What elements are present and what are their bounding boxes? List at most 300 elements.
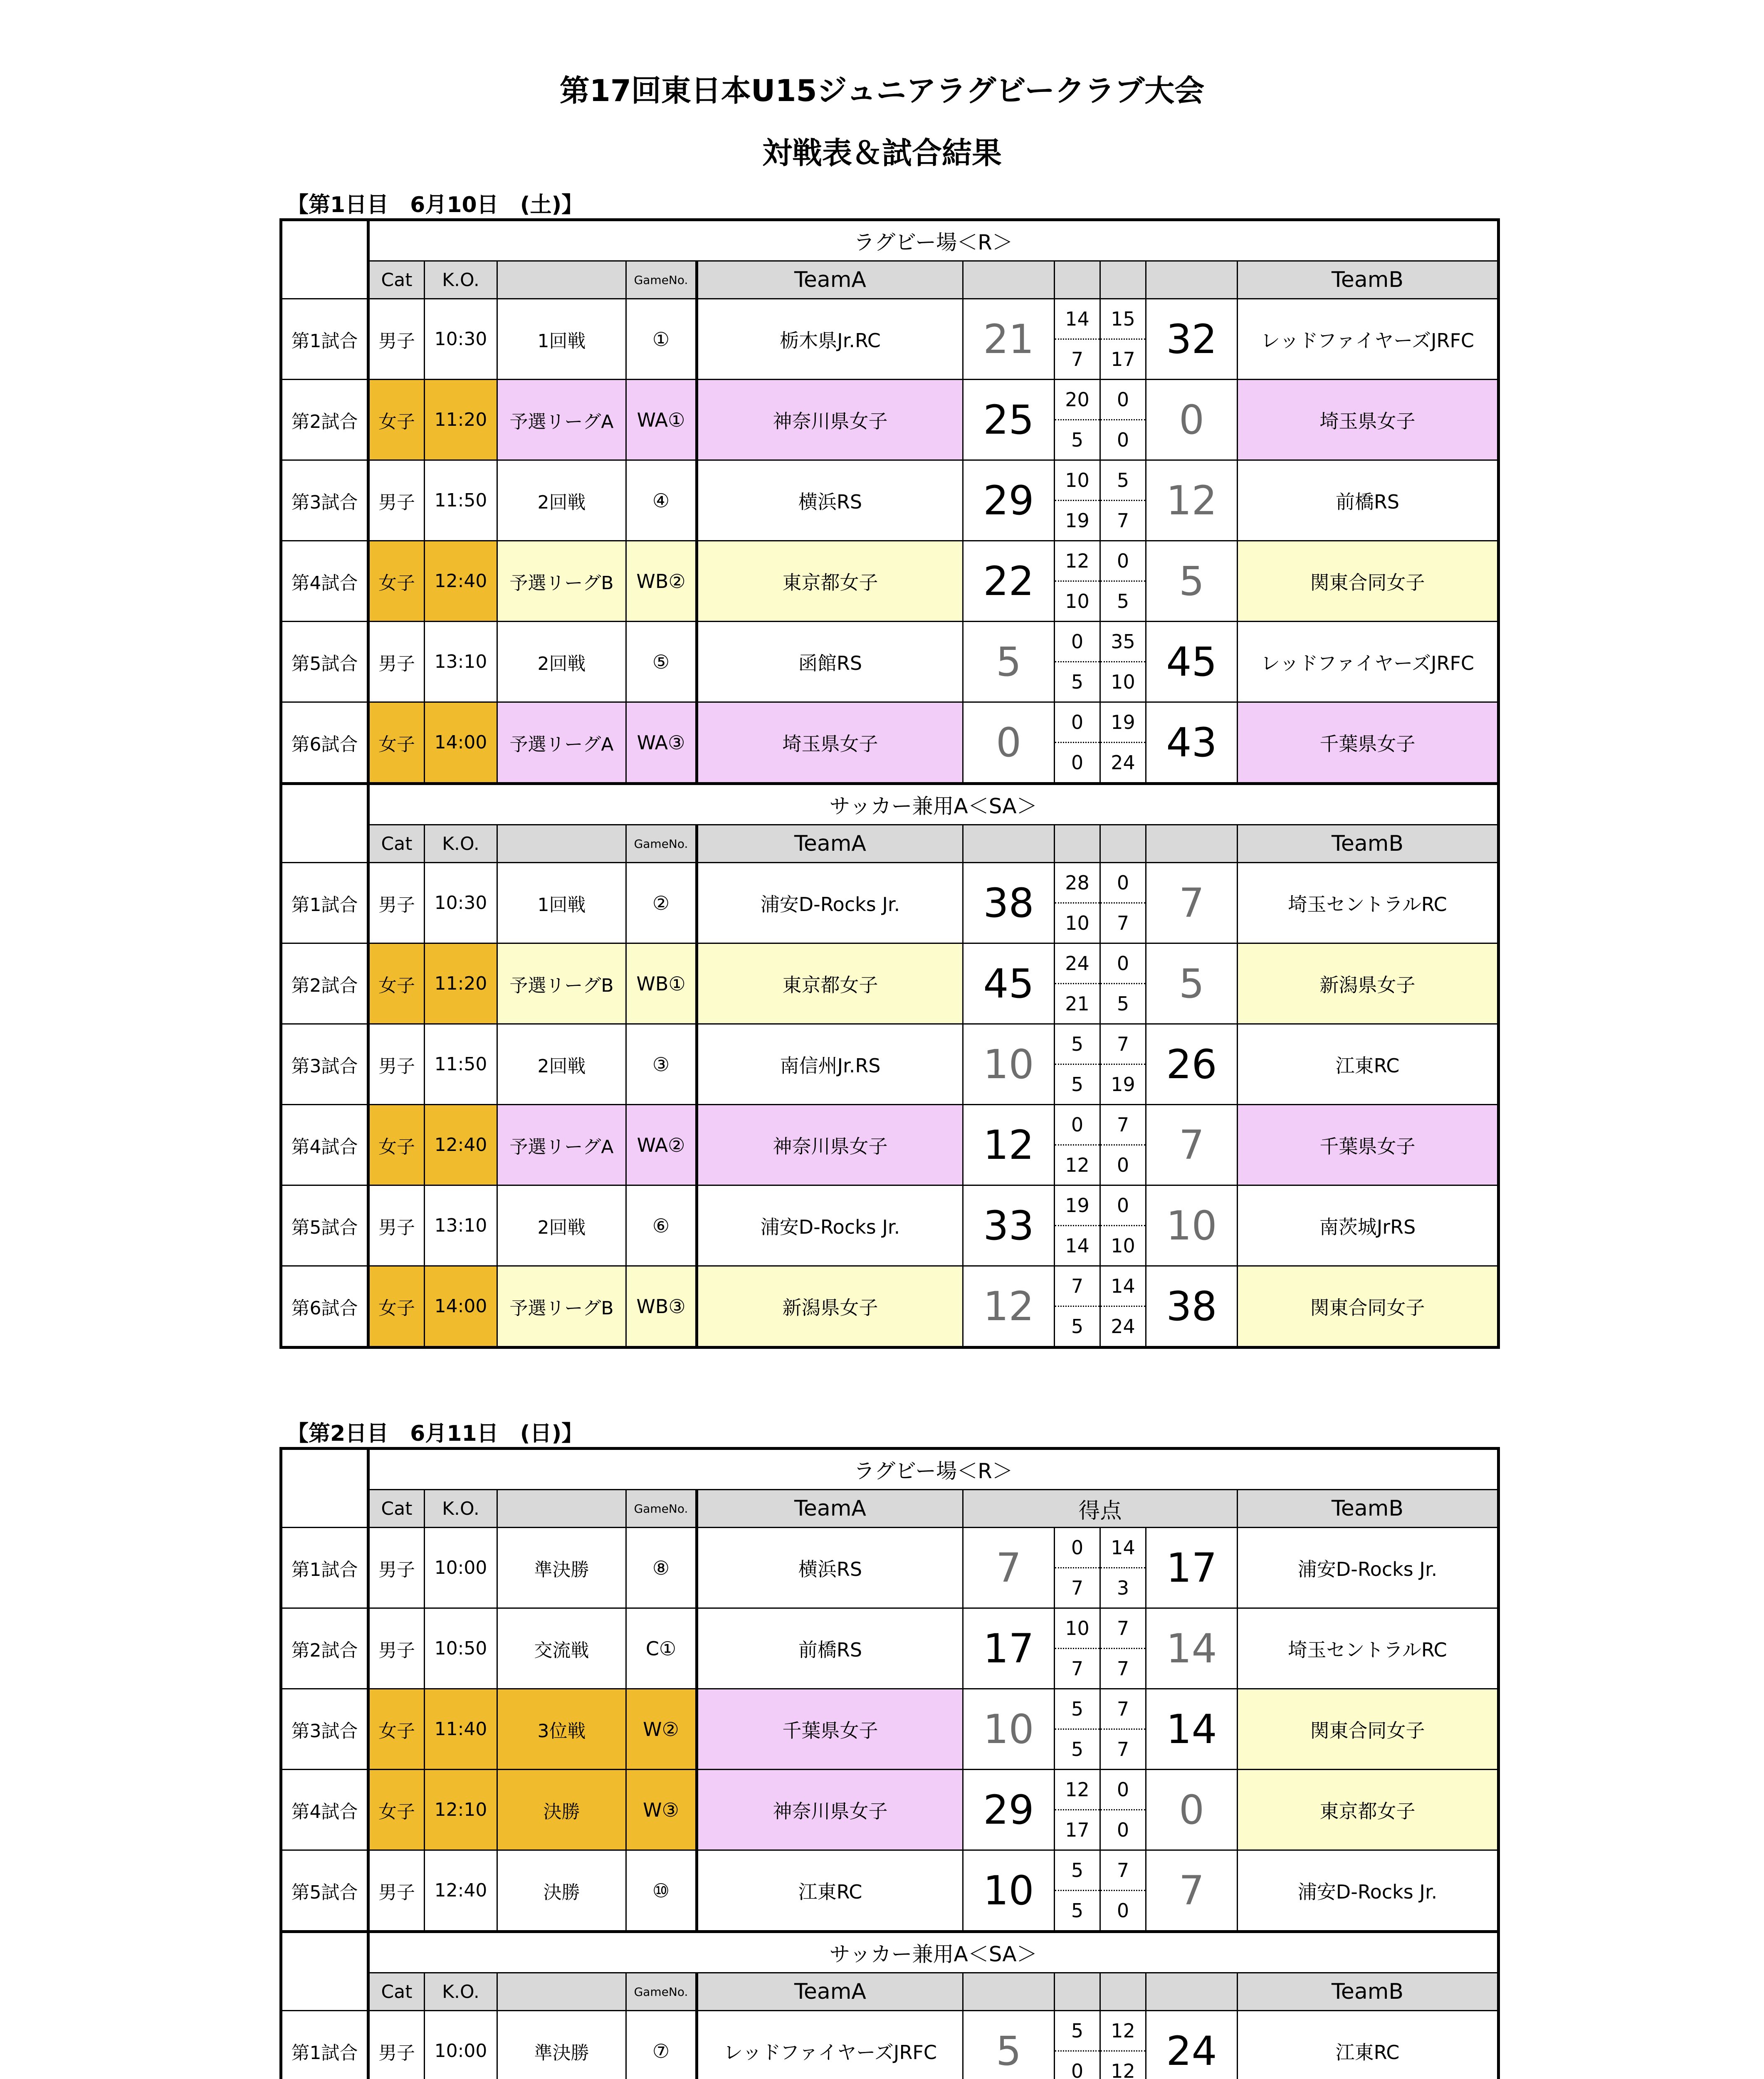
header-row [281, 825, 1499, 863]
match-game-number: ⑥ [626, 1185, 697, 1266]
match-round: 決勝 [497, 1850, 626, 1932]
team-a-name: レッドファイヤーズJRFC [697, 2011, 963, 2079]
match-game-number: WA③ [626, 702, 697, 784]
team-a-score: 45 [963, 943, 1055, 1024]
match-category: 男子 [368, 622, 425, 702]
match-row [281, 1185, 1499, 1226]
team-a-first-half: 10 [1055, 1608, 1100, 1649]
header-cat: Cat [368, 1490, 425, 1528]
header-team-b: TeamB [1238, 1973, 1499, 2011]
match-round: 交流戦 [497, 1608, 626, 1689]
team-a-first-half: 24 [1055, 943, 1100, 984]
match-round: 2回戦 [497, 622, 626, 702]
header-score: 得点 [963, 1490, 1238, 1528]
corner-cell [281, 1449, 368, 1528]
match-kickoff: 11:40 [425, 1689, 497, 1770]
match-round: 予選リーグA [497, 380, 626, 460]
match-kickoff: 12:10 [425, 1770, 497, 1850]
team-b-score: 14 [1146, 1689, 1238, 1770]
team-a-score: 5 [963, 622, 1055, 702]
team-b-first-half: 14 [1100, 1528, 1146, 1568]
match-round: 2回戦 [497, 1185, 626, 1266]
team-a-score: 10 [963, 1850, 1055, 1932]
team-b-score: 7 [1146, 1105, 1238, 1185]
match-game-number: ⑧ [626, 1528, 697, 1608]
header-gameno: GameNo. [626, 1490, 697, 1528]
team-b-first-half: 19 [1100, 702, 1146, 743]
team-b-second-half: 7 [1100, 1729, 1146, 1770]
corner-cell [281, 220, 368, 299]
team-a-score: 10 [963, 1689, 1055, 1770]
team-b-first-half: 14 [1100, 1266, 1146, 1306]
team-b-score: 38 [1146, 1266, 1238, 1348]
team-a-score: 33 [963, 1185, 1055, 1266]
match-category: 女子 [368, 380, 425, 460]
match-kickoff: 11:50 [425, 1024, 497, 1105]
header-round [497, 261, 626, 299]
team-b-first-half: 7 [1100, 1024, 1146, 1064]
match-round: 予選リーグB [497, 943, 626, 1024]
team-a-score: 7 [963, 1528, 1055, 1608]
match-kickoff: 13:10 [425, 1185, 497, 1266]
team-b-second-half: 0 [1100, 1810, 1146, 1850]
team-a-second-half: 5 [1055, 420, 1100, 460]
header-score-b [1146, 261, 1238, 299]
match-kickoff: 10:30 [425, 863, 497, 943]
team-a-score: 38 [963, 863, 1055, 943]
match-game-number: WB② [626, 541, 697, 622]
team-b-name: 東京都女子 [1238, 1770, 1499, 1850]
team-b-name: 浦安D-Rocks Jr. [1238, 1528, 1499, 1608]
team-b-score: 17 [1146, 1528, 1238, 1608]
page-subtitle: 対戦表＆試合結果 [762, 136, 1002, 170]
team-a-score: 12 [963, 1266, 1055, 1348]
team-a-second-half: 7 [1055, 1649, 1100, 1689]
team-a-second-half: 17 [1055, 1810, 1100, 1850]
header-score-a [963, 1973, 1055, 2011]
team-a-name: 神奈川県女子 [697, 380, 963, 460]
team-b-second-half: 5 [1100, 984, 1146, 1024]
team-b-name: 南茨城JrRS [1238, 1185, 1499, 1266]
match-slot: 第6試合 [281, 1266, 368, 1348]
team-a-name: 埼玉県女子 [697, 702, 963, 784]
team-b-name: 江東RC [1238, 1024, 1499, 1105]
team-a-second-half: 10 [1055, 903, 1100, 943]
match-row [281, 702, 1499, 743]
match-slot: 第2試合 [281, 380, 368, 460]
team-a-name: 江東RC [697, 1850, 963, 1932]
match-kickoff: 12:40 [425, 1105, 497, 1185]
team-b-second-half: 10 [1100, 662, 1146, 702]
team-a-name: 新潟県女子 [697, 1266, 963, 1348]
header-round [497, 1973, 626, 2011]
match-category: 男子 [368, 460, 425, 541]
match-category: 男子 [368, 299, 425, 380]
team-a-second-half: 10 [1055, 581, 1100, 622]
team-b-first-half: 0 [1100, 1770, 1146, 1810]
match-round: 予選リーグB [497, 541, 626, 622]
match-slot: 第1試合 [281, 1528, 368, 1608]
team-a-name: 前橋RS [697, 1608, 963, 1689]
header-cat: Cat [368, 825, 425, 863]
match-slot: 第4試合 [281, 541, 368, 622]
header-cat: Cat [368, 1973, 425, 2011]
team-b-name: 浦安D-Rocks Jr. [1238, 1850, 1499, 1932]
header-row [281, 261, 1499, 299]
team-b-first-half: 7 [1100, 1105, 1146, 1145]
team-a-first-half: 0 [1055, 1528, 1100, 1568]
venue-name: ラグビー場＜R＞ [368, 1449, 1499, 1490]
team-a-name: 南信州Jr.RS [697, 1024, 963, 1105]
header-ko: K.O. [425, 261, 497, 299]
team-b-score: 24 [1146, 2011, 1238, 2079]
match-row [281, 1850, 1499, 1891]
match-round: 予選リーグA [497, 1105, 626, 1185]
match-slot: 第3試合 [281, 1024, 368, 1105]
match-game-number: WA① [626, 380, 697, 460]
team-b-first-half: 0 [1100, 380, 1146, 420]
team-a-first-half: 5 [1055, 2011, 1100, 2051]
header-gameno: GameNo. [626, 825, 697, 863]
header-half-b [1100, 1973, 1146, 2011]
team-a-first-half: 28 [1055, 863, 1100, 903]
match-game-number: ① [626, 299, 697, 380]
match-slot: 第3試合 [281, 460, 368, 541]
match-row [281, 1770, 1499, 1810]
match-kickoff: 12:40 [425, 1850, 497, 1932]
team-b-score: 7 [1146, 1850, 1238, 1932]
team-b-first-half: 0 [1100, 1185, 1146, 1226]
team-a-name: 千葉県女子 [697, 1689, 963, 1770]
match-category: 女子 [368, 1689, 425, 1770]
team-a-second-half: 7 [1055, 1568, 1100, 1608]
team-b-second-half: 0 [1100, 420, 1146, 460]
venue-row [281, 1449, 1499, 1490]
match-kickoff: 10:50 [425, 1608, 497, 1689]
match-round: 2回戦 [497, 1024, 626, 1105]
match-slot: 第1試合 [281, 2011, 368, 2079]
match-round: 決勝 [497, 1770, 626, 1850]
match-row [281, 299, 1499, 339]
team-a-first-half: 0 [1055, 702, 1100, 743]
match-row [281, 863, 1499, 903]
team-a-name: 横浜RS [697, 460, 963, 541]
header-ko: K.O. [425, 1490, 497, 1528]
match-slot: 第2試合 [281, 943, 368, 1024]
team-a-name: 浦安D-Rocks Jr. [697, 1185, 963, 1266]
match-category: 男子 [368, 1528, 425, 1608]
team-b-score: 14 [1146, 1608, 1238, 1689]
team-b-first-half: 0 [1100, 863, 1146, 903]
match-row [281, 1689, 1499, 1729]
team-b-second-half: 24 [1100, 743, 1146, 784]
team-a-first-half: 5 [1055, 1024, 1100, 1064]
header-team-a: TeamA [697, 1973, 963, 2011]
match-game-number: W③ [626, 1770, 697, 1850]
team-a-second-half: 0 [1055, 2051, 1100, 2079]
team-b-score: 26 [1146, 1024, 1238, 1105]
match-category: 女子 [368, 1266, 425, 1348]
team-b-score: 10 [1146, 1185, 1238, 1266]
header-score-a [963, 825, 1055, 863]
team-b-name: レッドファイヤーズJRFC [1238, 299, 1499, 380]
match-kickoff: 11:20 [425, 380, 497, 460]
team-b-score: 43 [1146, 702, 1238, 784]
match-row [281, 541, 1499, 581]
team-a-first-half: 12 [1055, 541, 1100, 581]
match-category: 男子 [368, 863, 425, 943]
match-kickoff: 14:00 [425, 702, 497, 784]
team-a-score: 22 [963, 541, 1055, 622]
header-row [281, 1490, 1499, 1528]
header-team-a: TeamA [697, 825, 963, 863]
match-game-number: C① [626, 1608, 697, 1689]
match-row [281, 380, 1499, 420]
team-a-first-half: 20 [1055, 380, 1100, 420]
team-b-second-half: 7 [1100, 903, 1146, 943]
match-round: 3位戦 [497, 1689, 626, 1770]
team-a-name: 栃木県Jr.RC [697, 299, 963, 380]
header-gameno: GameNo. [626, 261, 697, 299]
match-game-number: WB① [626, 943, 697, 1024]
schedule-table [279, 1447, 1500, 2079]
team-a-first-half: 0 [1055, 622, 1100, 662]
match-row [281, 2011, 1499, 2051]
match-category: 女子 [368, 541, 425, 622]
team-a-first-half: 0 [1055, 1105, 1100, 1145]
match-category: 男子 [368, 1608, 425, 1689]
team-b-first-half: 7 [1100, 1850, 1146, 1891]
match-round: 1回戦 [497, 863, 626, 943]
team-b-name: レッドファイヤーズJRFC [1238, 622, 1499, 702]
team-b-name: 関東合同女子 [1238, 541, 1499, 622]
header-half-a [1055, 1973, 1100, 2011]
match-round: 2回戦 [497, 460, 626, 541]
match-category: 女子 [368, 1105, 425, 1185]
team-b-name: 千葉県女子 [1238, 702, 1499, 784]
team-a-first-half: 12 [1055, 1770, 1100, 1810]
team-a-score: 29 [963, 1770, 1055, 1850]
match-kickoff: 11:20 [425, 943, 497, 1024]
match-category: 女子 [368, 1770, 425, 1850]
team-b-score: 7 [1146, 863, 1238, 943]
match-slot: 第6試合 [281, 702, 368, 784]
team-b-name: 前橋RS [1238, 460, 1499, 541]
match-category: 男子 [368, 1850, 425, 1932]
match-slot: 第1試合 [281, 299, 368, 380]
team-b-score: 5 [1146, 541, 1238, 622]
team-b-first-half: 7 [1100, 1689, 1146, 1729]
team-b-score: 0 [1146, 380, 1238, 460]
match-kickoff: 13:10 [425, 622, 497, 702]
team-b-second-half: 17 [1100, 339, 1146, 380]
header-ko: K.O. [425, 825, 497, 863]
header-half-b [1100, 825, 1146, 863]
match-slot: 第5試合 [281, 1185, 368, 1266]
team-b-second-half: 5 [1100, 581, 1146, 622]
header-team-a: TeamA [697, 1490, 963, 1528]
schedule-table [279, 218, 1500, 1349]
match-row [281, 1266, 1499, 1306]
team-b-second-half: 12 [1100, 2051, 1146, 2079]
match-round: 予選リーグA [497, 702, 626, 784]
team-a-first-half: 10 [1055, 460, 1100, 501]
team-b-score: 45 [1146, 622, 1238, 702]
team-a-score: 5 [963, 2011, 1055, 2079]
match-row [281, 1105, 1499, 1145]
team-a-second-half: 5 [1055, 1729, 1100, 1770]
match-slot: 第5試合 [281, 622, 368, 702]
team-a-name: 函館RS [697, 622, 963, 702]
header-row [281, 1973, 1499, 2011]
team-a-name: 東京都女子 [697, 541, 963, 622]
team-a-second-half: 19 [1055, 501, 1100, 541]
match-game-number: WA② [626, 1105, 697, 1185]
header-score-b [1146, 1973, 1238, 2011]
match-row [281, 1528, 1499, 1568]
team-a-second-half: 7 [1055, 339, 1100, 380]
header-score-a [963, 261, 1055, 299]
team-b-first-half: 35 [1100, 622, 1146, 662]
day-label: 【第1日目 6月10日 (土)】 [287, 193, 583, 217]
team-b-second-half: 7 [1100, 501, 1146, 541]
header-half-b [1100, 261, 1146, 299]
match-game-number: ③ [626, 1024, 697, 1105]
team-b-second-half: 7 [1100, 1649, 1146, 1689]
team-b-second-half: 24 [1100, 1306, 1146, 1348]
match-category: 男子 [368, 1185, 425, 1266]
team-a-second-half: 5 [1055, 1064, 1100, 1105]
corner-cell [281, 784, 368, 863]
match-game-number: ⑤ [626, 622, 697, 702]
team-b-score: 5 [1146, 943, 1238, 1024]
team-a-name: 神奈川県女子 [697, 1770, 963, 1850]
team-a-score: 10 [963, 1024, 1055, 1105]
team-a-name: 東京都女子 [697, 943, 963, 1024]
header-team-a: TeamA [697, 261, 963, 299]
team-a-second-half: 0 [1055, 743, 1100, 784]
day-label: 【第2日目 6月11日 (日)】 [287, 1421, 583, 1446]
match-kickoff: 11:50 [425, 460, 497, 541]
team-b-name: 関東合同女子 [1238, 1266, 1499, 1348]
match-row [281, 1024, 1499, 1064]
header-cat: Cat [368, 261, 425, 299]
header-team-b: TeamB [1238, 261, 1499, 299]
match-game-number: ④ [626, 460, 697, 541]
team-a-second-half: 5 [1055, 662, 1100, 702]
match-round: 予選リーグB [497, 1266, 626, 1348]
header-team-b: TeamB [1238, 1490, 1499, 1528]
team-b-first-half: 12 [1100, 2011, 1146, 2051]
team-b-second-half: 3 [1100, 1568, 1146, 1608]
team-b-score: 12 [1146, 460, 1238, 541]
match-row [281, 943, 1499, 984]
team-b-first-half: 0 [1100, 943, 1146, 984]
header-half-a [1055, 261, 1100, 299]
team-b-name: 埼玉セントラルRC [1238, 1608, 1499, 1689]
match-slot: 第4試合 [281, 1770, 368, 1850]
match-category: 男子 [368, 2011, 425, 2079]
header-half-a [1055, 825, 1100, 863]
match-round: 準決勝 [497, 1528, 626, 1608]
match-slot: 第4試合 [281, 1105, 368, 1185]
match-round: 準決勝 [497, 2011, 626, 2079]
team-a-first-half: 7 [1055, 1266, 1100, 1306]
team-a-score: 21 [963, 299, 1055, 380]
venue-row [281, 220, 1499, 261]
team-b-name: 埼玉セントラルRC [1238, 863, 1499, 943]
corner-cell [281, 1932, 368, 2011]
team-a-score: 0 [963, 702, 1055, 784]
match-game-number: ② [626, 863, 697, 943]
team-b-name: 千葉県女子 [1238, 1105, 1499, 1185]
match-kickoff: 12:40 [425, 541, 497, 622]
header-gameno: GameNo. [626, 1973, 697, 2011]
team-a-second-half: 12 [1055, 1145, 1100, 1185]
team-b-second-half: 19 [1100, 1064, 1146, 1105]
team-b-second-half: 10 [1100, 1226, 1146, 1266]
team-a-score: 25 [963, 380, 1055, 460]
venue-name: ラグビー場＜R＞ [368, 220, 1499, 261]
match-kickoff: 10:00 [425, 2011, 497, 2079]
venue-name: サッカー兼用A＜SA＞ [368, 1932, 1499, 1973]
team-b-name: 江東RC [1238, 2011, 1499, 2079]
match-game-number: ⑩ [626, 1850, 697, 1932]
match-category: 女子 [368, 702, 425, 784]
team-a-second-half: 21 [1055, 984, 1100, 1024]
match-slot: 第1試合 [281, 863, 368, 943]
team-a-first-half: 19 [1055, 1185, 1100, 1226]
match-game-number: W② [626, 1689, 697, 1770]
match-kickoff: 14:00 [425, 1266, 497, 1348]
team-a-first-half: 5 [1055, 1689, 1100, 1729]
venue-row [281, 784, 1499, 825]
match-game-number: WB③ [626, 1266, 697, 1348]
venue-row [281, 1932, 1499, 1973]
team-b-first-half: 15 [1100, 299, 1146, 339]
team-b-first-half: 5 [1100, 460, 1146, 501]
team-a-name: 横浜RS [697, 1528, 963, 1608]
match-slot: 第2試合 [281, 1608, 368, 1689]
header-ko: K.O. [425, 1973, 497, 2011]
team-b-name: 埼玉県女子 [1238, 380, 1499, 460]
match-kickoff: 10:00 [425, 1528, 497, 1608]
team-a-score: 12 [963, 1105, 1055, 1185]
team-a-name: 浦安D-Rocks Jr. [697, 863, 963, 943]
team-b-second-half: 0 [1100, 1891, 1146, 1932]
page-title: 第17回東日本U15ジュニアラグビークラブ大会 [559, 73, 1205, 108]
header-round [497, 1490, 626, 1528]
team-b-name: 関東合同女子 [1238, 1689, 1499, 1770]
match-row [281, 460, 1499, 501]
team-a-second-half: 14 [1055, 1226, 1100, 1266]
match-slot: 第5試合 [281, 1850, 368, 1932]
team-a-second-half: 5 [1055, 1306, 1100, 1348]
match-round: 1回戦 [497, 299, 626, 380]
match-category: 男子 [368, 1024, 425, 1105]
venue-name: サッカー兼用A＜SA＞ [368, 784, 1499, 825]
match-slot: 第3試合 [281, 1689, 368, 1770]
team-a-score: 29 [963, 460, 1055, 541]
header-team-b: TeamB [1238, 825, 1499, 863]
match-category: 女子 [368, 943, 425, 1024]
team-a-first-half: 14 [1055, 299, 1100, 339]
team-a-second-half: 5 [1055, 1891, 1100, 1932]
match-game-number: ⑦ [626, 2011, 697, 2079]
team-b-first-half: 7 [1100, 1608, 1146, 1649]
team-a-name: 神奈川県女子 [697, 1105, 963, 1185]
team-b-score: 32 [1146, 299, 1238, 380]
